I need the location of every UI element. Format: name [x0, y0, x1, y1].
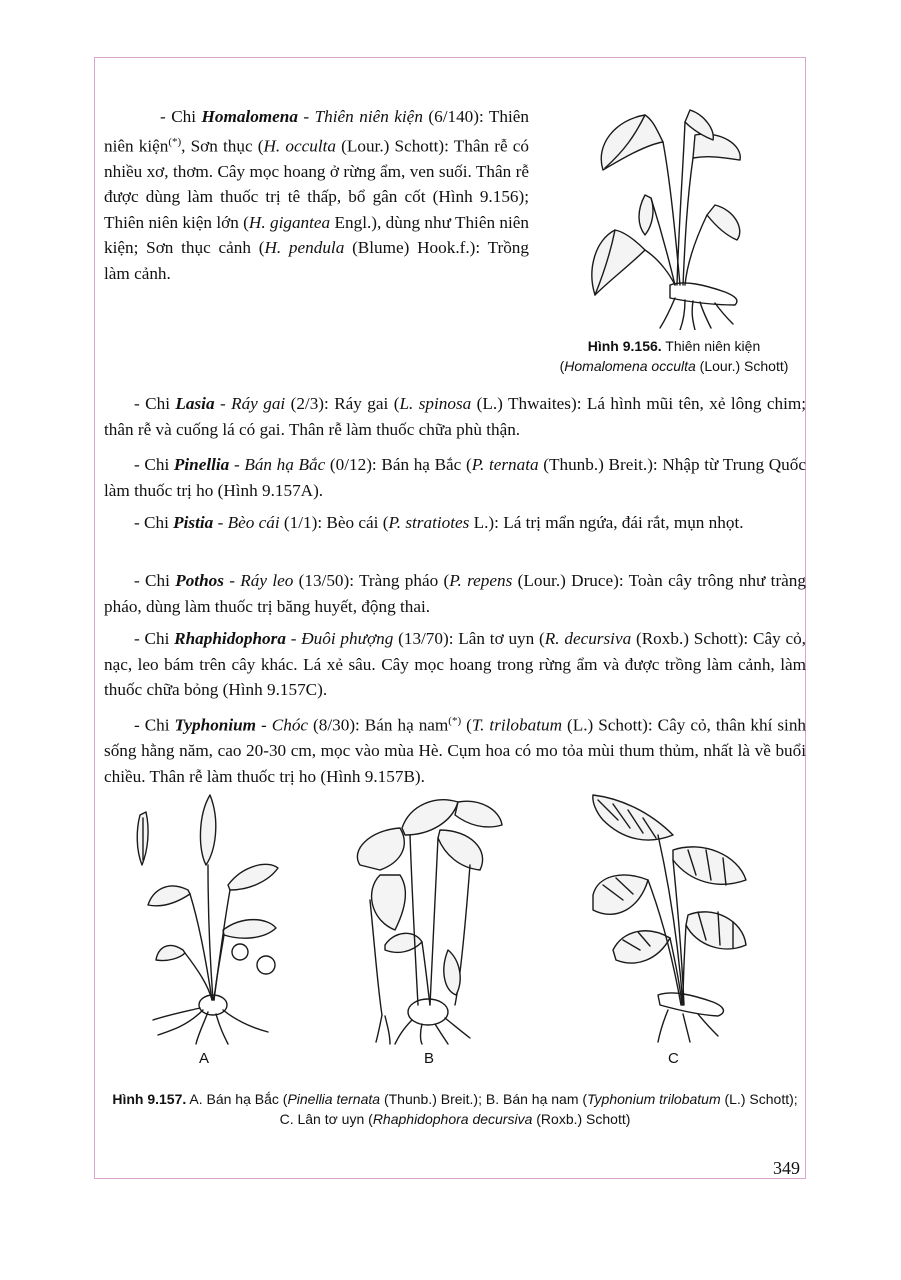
paragraph-rhaphidophora: - Chi Rhaphidophora - Đuôi phượng (13/70): Lân tơ uyn (R. decursiva (Roxb.) Schott): Cây cỏ, nạc, leo bám trên cây khác. Lá xẻ sâu. Cây mọc hoang trong rừng ẩm và được trồng làm cảnh, làm thuốc chữa bỏng (Hình 9.157C).: [104, 629, 806, 699]
paragraph-typhonium: - Chi Typhonium - Chóc (8/30): Bán hạ nam(*) (T. trilobatum (L.) Schott): Cây cỏ, thân khí sinh sống hằng năm, cao 20-30 cm, mọc vào mùa Hè. Cụm hoa có mo tỏa mùi thum thủm, nhất là về buổi chiều. Thân rễ làm thuốc trị ho (Hình 9.157B).: [104, 715, 807, 786]
figure-label-b: B: [424, 1050, 435, 1067]
paragraph-pistia: - Chi Pistia - Bèo cái (1/1): Bèo cái (P. stratiotes L.): Lá trị mẩn ngứa, đái rắt, mụn nhọt.: [134, 513, 744, 532]
figure-9-157c-illustration: [578, 790, 753, 1045]
paragraph-lasia: - Chi Lasia - Ráy gai (2/3): Ráy gai (L. spinosa (L.) Thwaites): Lá hình mũi tên, xẻ lông chim; thân rễ và cuống lá có gai. Thân rễ làm thuốc chữa phù thận.: [104, 394, 806, 439]
figure-9-156-illustration: [575, 100, 750, 330]
paragraph-pothos: - Chi Pothos - Ráy leo (13/50): Tràng pháo (P. repens (Lour.) Druce): Toàn cây trông như tràng pháo, dùng làm thuốc trị băng huyết, động thai.: [104, 571, 806, 616]
page-number: 349: [773, 1158, 800, 1178]
figure-9-156-caption: Hình 9.156. Thiên niên kiện (Homalomena occulta (Lour.) Schott): [559, 338, 789, 374]
paragraph-pinellia: - Chi Pinellia - Bán hạ Bắc (0/12): Bán hạ Bắc (P. ternata (Thunb.) Breit.): Nhập từ Trung Quốc làm thuốc trị ho (Hình 9.157A).: [104, 455, 806, 500]
figure-9-157-caption: Hình 9.157. A. Bán hạ Bắc (Pinellia ternata (Thunb.) Breit.); B. Bán hạ nam (Typhonium trilobatum (L.) Schott); C. Lân tơ uyn (Rhaphidophora decursiva (Roxb.) Schott): [112, 1091, 798, 1127]
figure-label-a: A: [199, 1050, 210, 1067]
figure-9-157b-illustration: [340, 790, 515, 1045]
figure-label-c: C: [668, 1050, 679, 1067]
figure-9-157a-illustration: [128, 790, 288, 1045]
paragraph-homalomena: - Chi Homalomena - Thiên niên kiện (6/140): Thiên niên kiện(*), Sơn thục (H. occulta (Lour.) Schott): Thân rễ có nhiều xơ, thơm. Cây mọc hoang ở rừng ẩm, ven suối. Thân rễ được dùng làm thuốc trị tê thấp, bổ gân cốt (Hình 9.156); Thiên niên kiện lớn (H. gigantea Engl.), dùng như Thiên niên kiện; Sơn thục cảnh (H. pendula (Blume) Hook.f.): Trồng làm cảnh.: [104, 107, 530, 283]
